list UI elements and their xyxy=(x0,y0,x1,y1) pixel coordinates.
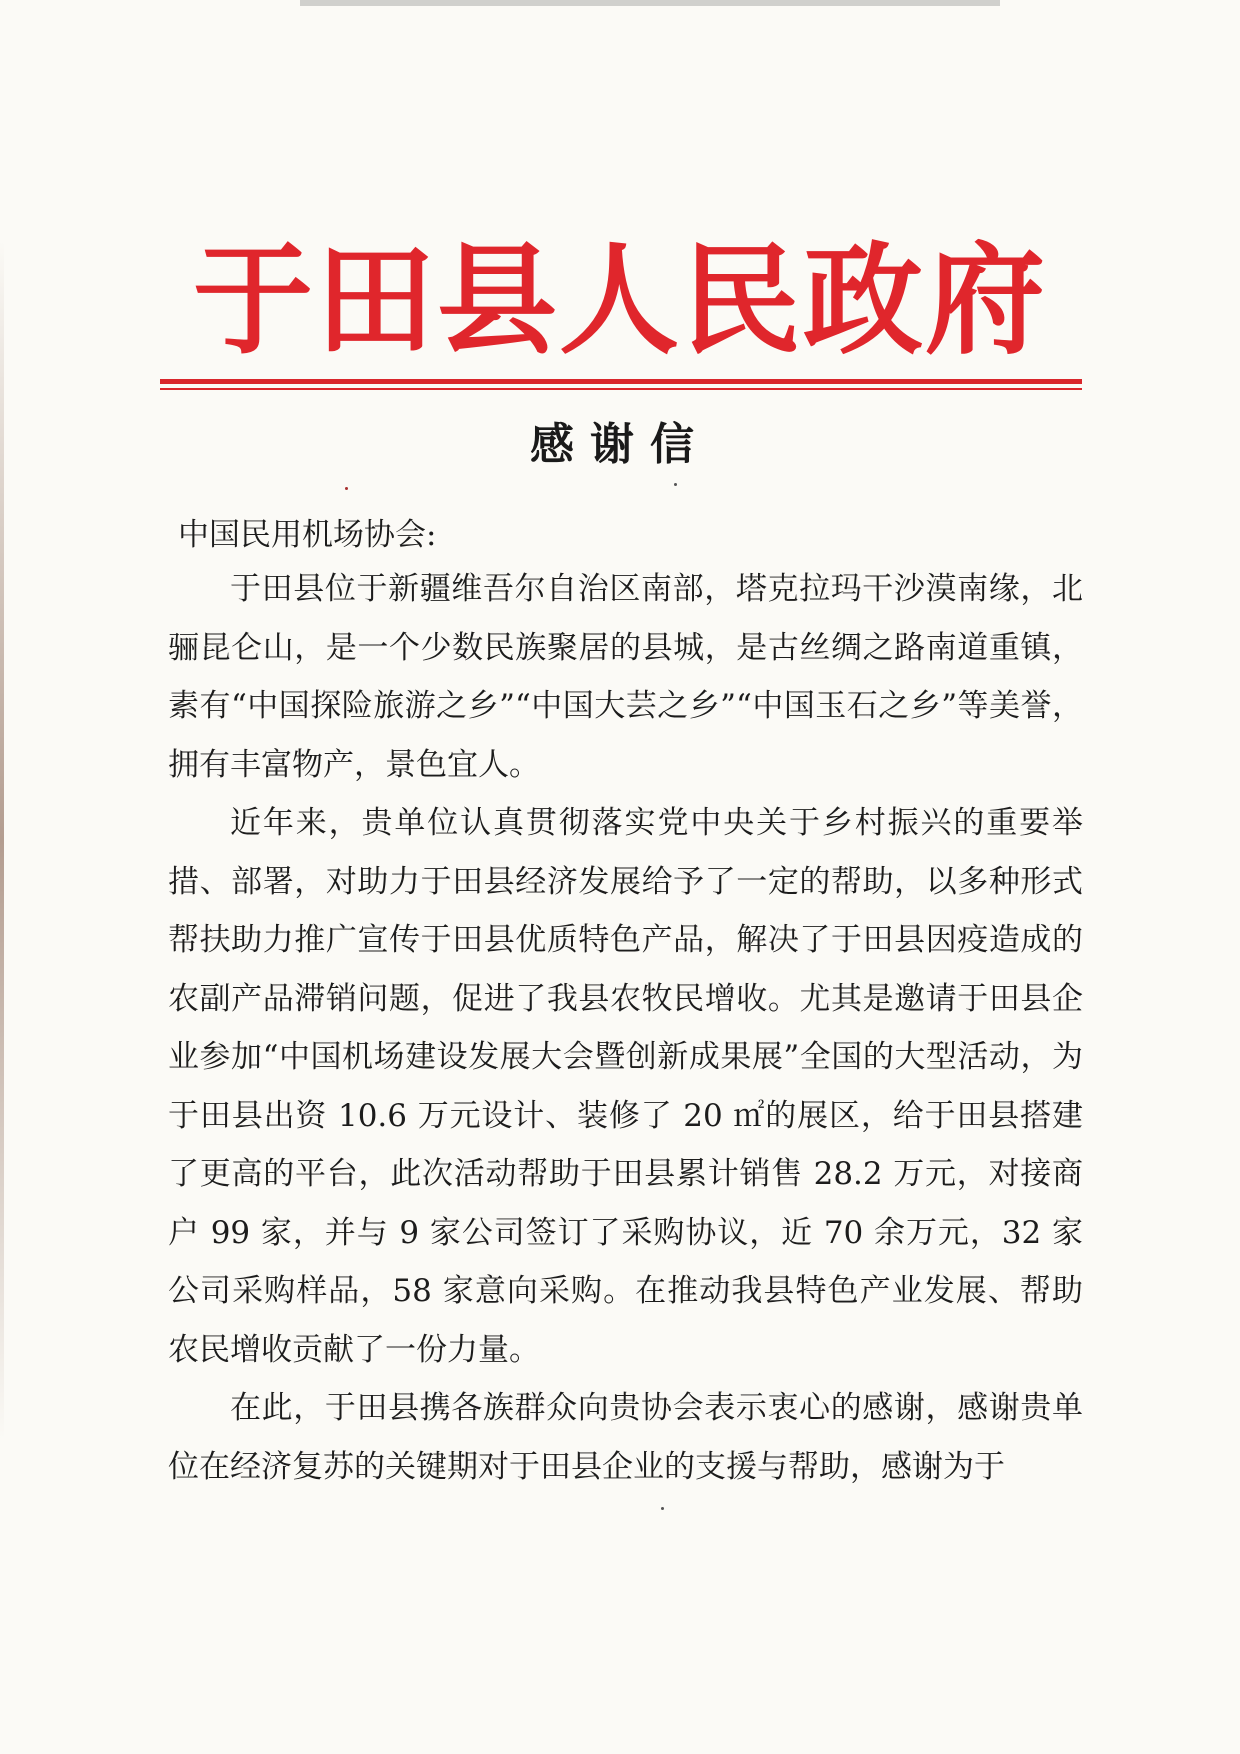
letterhead-org-name: 于田县人民政府 xyxy=(193,232,1047,371)
letter-body xyxy=(168,560,1083,1496)
paragraph-intro: 于田县位于新疆维吾尔自治区南部，塔克拉玛干沙漠南缘，北骊昆仑山，是一个少数民族聚居的县城，是古丝绸之路南道重镇，素有“中国探险旅游之乡”“中国大芸之乡”“中国玉石之乡”等美誉，拥有丰富物产，景色宜人。 xyxy=(168,571,1083,783)
salutation: 中国民用机场协会: xyxy=(178,517,437,553)
scan-speck xyxy=(674,483,677,486)
scan-edge-top xyxy=(300,0,1000,6)
document-title: 感谢信 xyxy=(530,419,710,470)
letterhead-rule-thick xyxy=(160,379,1082,384)
paragraph-thanks: 在此，于田县携各族群众向贵协会表示衷心的感谢，感谢贵单位在经济复苏的关键期对于田县企业的支援与帮助，感谢为于 xyxy=(168,1390,1083,1485)
scan-speck xyxy=(345,487,348,490)
paragraph-assistance: 近年来，贵单位认真贯彻落实党中央关于乡村振兴的重要举措、部署，对助力于田县经济发展给予了一定的帮助，以多种形式帮扶助力推广宣传于田县优质特色产品，解决了于田县因疫造成的农副产品滞销问题，促进了我县农牧民增收。尤其是邀请于田县企业参加“中国机场建设发展大会暨创新成果展”全国的大型活动，为于田县出资 10.6 万元设计、装修了 20 ㎡的展区，给于田县搭建了更高的平台，此次活动帮助于田县累计销售 28.2 万元，对接商户 99 家，并与 9 家公司签订了采购协议，近 70 余万元，32 家公司采购样品，58 家意向采购。在推动我县特色产业发展、帮助农民增收贡献了一份力量。 xyxy=(168,805,1083,1368)
scan-speck xyxy=(661,1507,664,1510)
letterhead-rule-thin xyxy=(160,388,1082,390)
